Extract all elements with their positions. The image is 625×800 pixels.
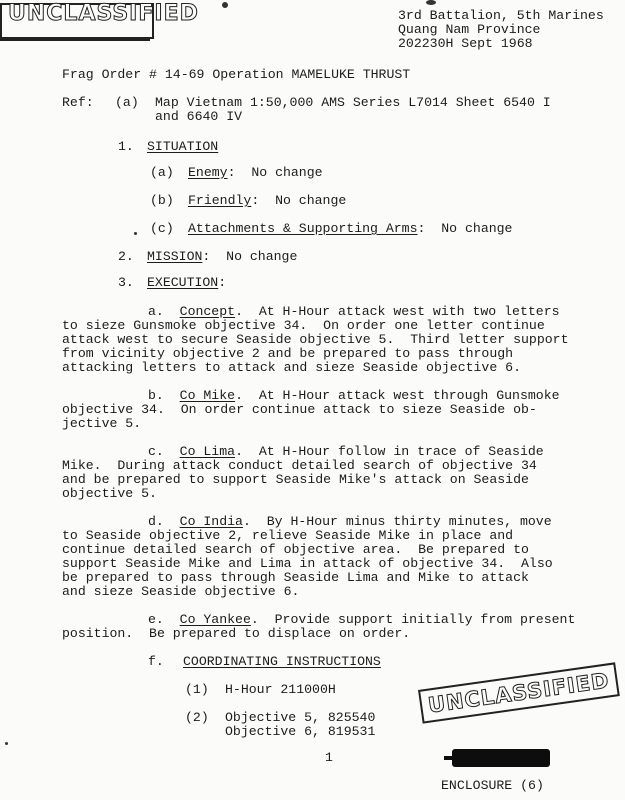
india-label: Co India: [179, 514, 243, 529]
concept-label: Concept: [179, 304, 236, 319]
unit-line: 3rd Battalion, 5th Marines: [398, 8, 604, 23]
scan-speck: [426, 0, 436, 5]
enemy-letter: (a): [150, 165, 174, 180]
yankee-letter: e.: [148, 612, 164, 627]
unclassified-stamp-bottom: UNCLASSIFIED: [418, 662, 620, 723]
enemy-label: Enemy: [188, 165, 228, 180]
lima-label: Co Lima: [179, 444, 236, 459]
coordinating-letter: f.: [148, 654, 164, 669]
lima-line-1: At H-Hour follow in trace of Seaside: [258, 444, 544, 459]
coord-item-2-line-2: Objective 6, 819531: [225, 724, 376, 739]
situation-number: 1.: [118, 139, 134, 154]
scan-speck: [5, 742, 8, 745]
mission-row: MISSION: No change: [147, 249, 298, 264]
mike-line-2: objective 34. On order continue attack to sieze Seaside ob-: [62, 402, 537, 417]
mike-line-1: At H-Hour attack west through Gunsmoke: [258, 388, 560, 403]
attachments-label: Attachments & Supporting Arms: [188, 221, 418, 236]
india-letter: d.: [148, 514, 164, 529]
concept-line-2: to sieze Gunsmoke objective 34. On order one letter continue: [62, 318, 545, 333]
india-line-2: to Seaside objective 2, relieve Seaside Mike in place and: [62, 528, 514, 543]
concept-line-3: attack west to secure Seaside objective 5. Third letter support: [62, 332, 569, 347]
attachments-row: Attachments & Supporting Arms: No change: [188, 221, 513, 236]
scan-speck: [134, 232, 137, 235]
coordinating-heading: COORDINATING INSTRUCTIONS: [183, 654, 381, 669]
india-line-6: and sieze Seaside objective 6.: [62, 584, 300, 599]
mike-line-3: jective 5.: [62, 416, 142, 431]
attachments-value: No change: [441, 221, 513, 236]
province-line: Quang Nam Province: [398, 22, 541, 37]
mission-heading: MISSION: [147, 249, 203, 264]
mike-letter: b.: [148, 388, 164, 403]
page-number: 1: [325, 750, 333, 765]
concept-line-1: At H-Hour attack west with two letters: [258, 304, 560, 319]
yankee-line-2: position. Be prepared to displace on order.: [62, 626, 411, 641]
lima-line-4: objective 5.: [62, 486, 157, 501]
concept-line-5: attacking letters to attack and sieze Seaside objective 6.: [62, 360, 521, 375]
friendly-letter: (b): [150, 193, 174, 208]
india-line-3: continue detailed search of objective area. Be prepared to: [62, 542, 529, 557]
india-line-4: support Seaside Mike and Lima in attack of objective 34. Also: [62, 556, 553, 571]
concept-letter: a.: [148, 304, 164, 319]
reference-item: (a): [115, 95, 139, 110]
mission-value: No change: [226, 249, 298, 264]
execution-heading: EXECUTION: [147, 275, 219, 290]
date-time-group: 202230H Sept 1968: [398, 36, 533, 51]
yankee-label: Co Yankee: [179, 612, 251, 627]
unclassified-stamp-top: UNCLASSIFIED: [0, 3, 154, 39]
india-line-1: By H-Hour minus thirty minutes, move: [266, 514, 552, 529]
friendly-value: No change: [275, 193, 347, 208]
coord-item-2-number: (2): [185, 710, 209, 725]
lima-letter: c.: [148, 444, 164, 459]
friendly-row: Friendly: No change: [188, 193, 347, 208]
concept-line-4: from vicinity objective 2 and be prepared to pass through: [62, 346, 514, 361]
friendly-label: Friendly: [188, 193, 252, 208]
india-first-line: d. Co India. By H-Hour minus thirty minutes, move: [148, 514, 552, 529]
scan-speck: [222, 2, 228, 8]
india-line-5: be prepared to pass through Seaside Lima and Mike to attack: [62, 570, 529, 585]
concept-first-line: a. Concept. At H-Hour attack west with two letters: [148, 304, 560, 319]
enemy-value: No change: [251, 165, 323, 180]
coord-item-2-line-1: Objective 5, 825540: [225, 710, 376, 725]
lima-line-2: Mike. During attack conduct detailed search of objective 34: [62, 458, 537, 473]
enclosure-label: ENCLOSURE (6): [441, 778, 544, 793]
reference-label: Ref:: [62, 95, 94, 110]
lima-first-line: c. Co Lima. At H-Hour follow in trace of Seaside: [148, 444, 544, 459]
coord-item-1-number: (1): [185, 682, 209, 697]
coord-item-1-text: H-Hour 211000H: [225, 682, 336, 697]
redaction-bar: [452, 749, 550, 767]
yankee-first-line: e. Co Yankee. Provide support initially from present: [148, 612, 576, 627]
mike-first-line: b. Co Mike. At H-Hour attack west through Gunsmoke: [148, 388, 560, 403]
mission-number: 2.: [118, 249, 134, 264]
situation-heading: SITUATION: [147, 139, 219, 154]
lima-line-3: and be prepared to support Seaside Mike's attack on Seaside: [62, 472, 529, 487]
attachments-letter: (c): [150, 221, 174, 236]
frag-order-title: Frag Order # 14-69 Operation MAMELUKE THRUST: [62, 67, 411, 82]
execution-row: EXECUTION:: [147, 275, 227, 290]
execution-number: 3.: [118, 275, 134, 290]
reference-line-1: Map Vietnam 1:50,000 AMS Series L7014 Sheet 6540 I: [155, 95, 551, 110]
mike-label: Co Mike: [179, 388, 236, 403]
yankee-line-1: Provide support initially from present: [274, 612, 576, 627]
enemy-row: Enemy: No change: [188, 165, 323, 180]
reference-line-2: and 6640 IV: [155, 109, 243, 124]
